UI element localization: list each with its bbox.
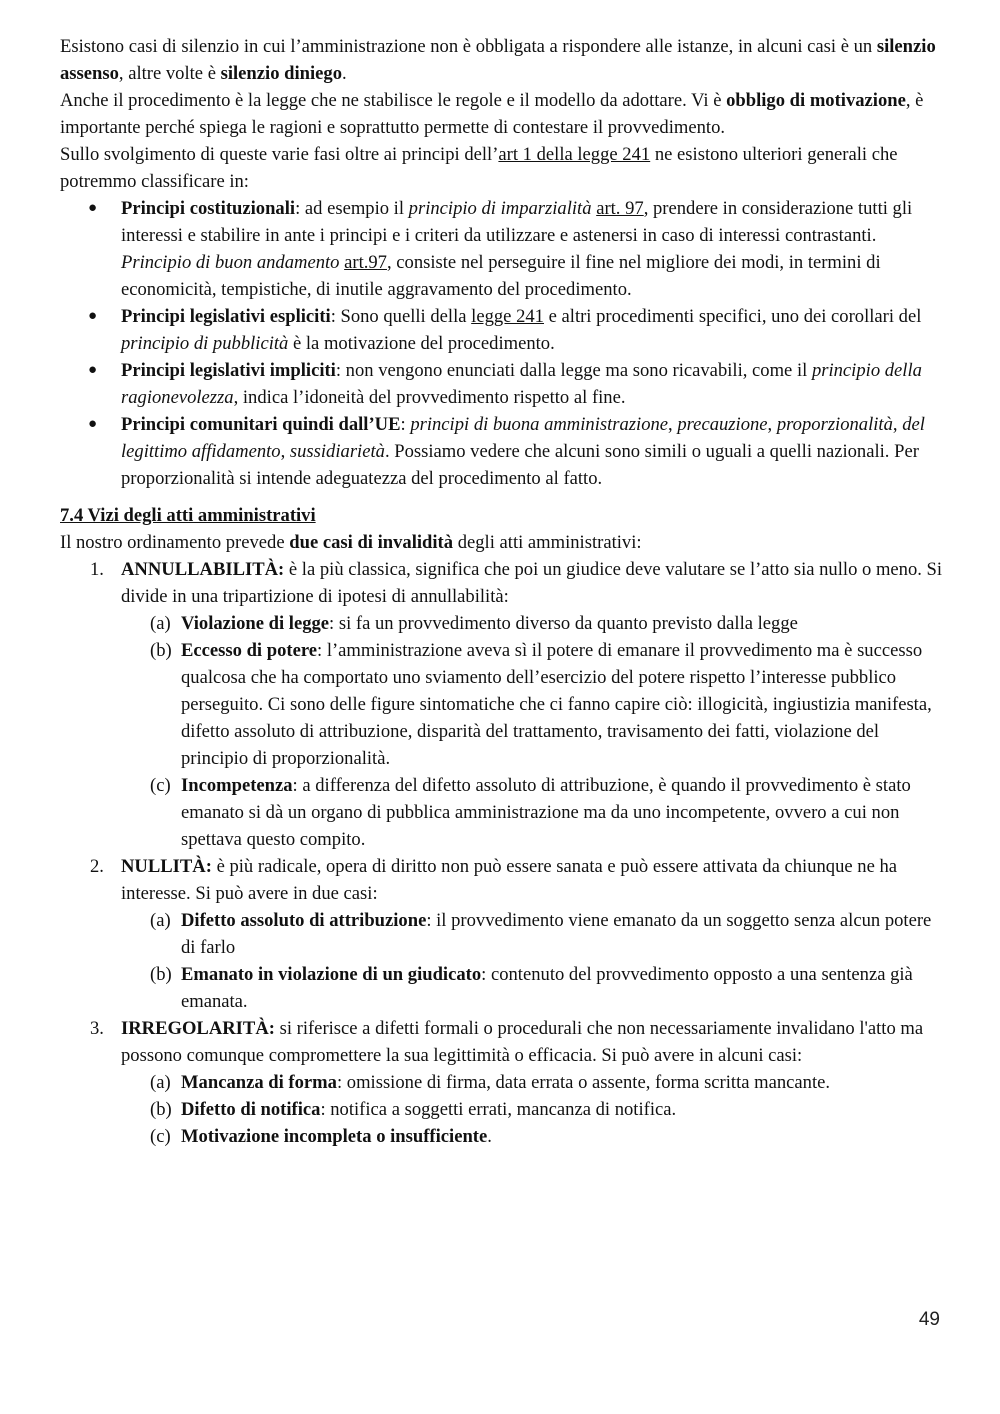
- sub-label: (c): [150, 775, 171, 796]
- text-run: Sullo svolgimento di queste varie fasi oltre ai principi dell’: [60, 144, 499, 165]
- sub-item: [121, 637, 945, 772]
- intro-paragraph-silenzio: [60, 33, 945, 87]
- text-run: , prendere in considerazione tutti gli interessi e stabilire in ante i principi e i criteri da utilizzare e astenersi in caso di interessi contrastanti.: [121, 198, 913, 246]
- italic-term: principio di pubblicità: [121, 333, 289, 354]
- text-run: : ad esempio il: [295, 198, 409, 219]
- italic-term: principio della ragionevolezza: [121, 360, 922, 408]
- text-run: è la motivazione del procedimento.: [288, 333, 555, 354]
- italic-term: proporzionalità: [776, 414, 893, 435]
- text-run: e altri procedimenti specifici, uno dei corollari del: [543, 306, 922, 327]
- sub-label: (b): [150, 640, 172, 661]
- bold-term: Principi comunitari quindi dall’UE: [121, 414, 401, 435]
- italic-term: principio di imparzialità: [408, 198, 592, 219]
- text-run: : a differenza del difetto assoluto di attribuzione, è quando il provvedimento è stato emanato si dà un organo di pubblica amministrazione ma da uno incompetente, ovvero a cui non spettava questo compito.: [181, 775, 911, 850]
- sub-label: (a): [150, 613, 171, 634]
- italic-term: principi di buona amministrazione: [410, 414, 669, 435]
- text-run: ,: [892, 414, 903, 435]
- text-run: .: [487, 1126, 492, 1147]
- bold-term: Incompetenza: [181, 775, 293, 796]
- bold-term: Mancanza di forma: [181, 1072, 337, 1093]
- text-run: . Possiamo vedere che alcuni sono simili o uguali a quelli nazionali. Per proporzionalità si intende adeguatezza del procedimento al fatto.: [121, 441, 919, 489]
- list-number: 1.: [90, 559, 104, 580]
- bullet-icon: ●: [88, 200, 98, 216]
- bold-term: Principi costituzionali: [121, 198, 296, 219]
- list-item-annullabilita: [60, 556, 945, 853]
- page-number: 49: [918, 1309, 940, 1330]
- sub-list: [121, 610, 945, 853]
- intro-paragraph-principi: [60, 141, 945, 195]
- bold-term: ANNULLABILITÀ:: [121, 559, 285, 580]
- bold-term: Eccesso di potere: [181, 640, 317, 661]
- sub-item: [121, 1096, 945, 1123]
- list-number: 2.: [90, 856, 104, 877]
- text-run: :: [400, 414, 411, 435]
- text-run: : si fa un provvedimento diverso da quanto previsto dalla legge: [329, 613, 798, 634]
- list-item-principi-comunitari: [60, 411, 945, 492]
- italic-term: sussidiarietà: [289, 441, 385, 462]
- sub-item: [121, 907, 945, 961]
- bold-term: NULLITÀ:: [121, 856, 212, 877]
- bullet-icon: ●: [88, 362, 98, 378]
- list-item-principi-legislativi-impliciti: [60, 357, 945, 411]
- link-art-1-legge-241[interactable]: art 1 della legge 241: [498, 144, 651, 165]
- italic-term: precauzione: [677, 414, 768, 435]
- sub-label: (b): [150, 1099, 172, 1120]
- text-run: : l’amministrazione aveva sì il potere di emanare il provvedimento ma è successo qualcosa che ha comportato uno sviamento dell’esercizio del potere rispetto l’interesse pubblico perseguito. Ci sono delle figure sintomatiche che ci fanno capire ciò: illogicità, ingiustizia manifesta, difetto assoluto di attribuzione, disparità del trattamento, travisamento dei fatti, violazione del principio di proporzionalità.: [181, 640, 932, 769]
- text-run: Esistono casi di silenzio in cui l’amministrazione non è obbligata a rispondere alle istanze, in alcuni casi è un: [60, 36, 877, 57]
- link-art-97[interactable]: art.97: [344, 252, 387, 273]
- text-run: è più radicale, opera di diritto non può essere sanata e può essere attivata da chiunque ne ha interesse. Si può avere in due casi:: [121, 856, 898, 904]
- text-run: : Sono quelli della: [330, 306, 472, 327]
- text-run: ,: [280, 441, 290, 462]
- sub-label: (a): [150, 910, 171, 931]
- sub-list: [121, 907, 945, 1015]
- bold-term: Motivazione incompleta o insufficiente: [181, 1126, 488, 1147]
- link-art-97[interactable]: art. 97: [596, 198, 644, 219]
- text-run: si riferisce a difetti formali o procedurali che non necessariamente invalidano l'atto ma possono comunque compromettere la sua legittimità o efficacia. Si può avere in alcuni casi:: [121, 1018, 924, 1066]
- sub-item: [121, 1069, 945, 1096]
- text-run: Anche il procedimento è la legge che ne stabilisce le regole e il modello da adottare. Vi è: [60, 90, 727, 111]
- link-legge-241[interactable]: legge 241: [471, 306, 544, 327]
- bold-term: Emanato in violazione di un giudicato: [181, 964, 482, 985]
- text-run: degli atti amministrativi:: [453, 532, 642, 553]
- text-run: , è importante perché spiega le ragioni e soprattutto permette di contestare il provvedimento.: [60, 90, 924, 138]
- bold-term: Principi legislativi espliciti: [121, 306, 331, 327]
- text-run: Il nostro ordinamento prevede: [60, 532, 290, 553]
- list-item-principi-costituzionali: [60, 195, 945, 303]
- sub-label: (b): [150, 964, 172, 985]
- bold-term: IRREGOLARITÀ:: [121, 1018, 275, 1039]
- sub-label: (c): [150, 1126, 171, 1147]
- bold-term: due casi di invalidità: [289, 532, 454, 553]
- sub-item: [121, 610, 945, 637]
- principles-list: [60, 195, 945, 492]
- bold-term: Difetto di notifica: [181, 1099, 321, 1120]
- text-run: : contenuto del provvedimento opposto a una sentenza già emanata.: [181, 964, 913, 1012]
- text-run: ,: [668, 414, 678, 435]
- text-run: : non vengono enunciati dalla legge ma sono ricavabili, come il: [335, 360, 812, 381]
- list-number: 3.: [90, 1018, 104, 1039]
- intro-paragraph-motivazione: [60, 87, 945, 141]
- section-heading: 7.4 Vizi degli atti amministrativi: [60, 505, 316, 526]
- section-intro: [60, 529, 945, 556]
- sub-item: [121, 961, 945, 1015]
- bold-term: silenzio assenso: [60, 36, 936, 84]
- page-content: [60, 33, 945, 1150]
- text-run: , consiste nel perseguire il fine nel migliore dei modi, in termini di economicità, tempistiche, di inutile aggravamento del procedimento.: [121, 252, 881, 300]
- sub-item: [121, 772, 945, 853]
- bold-term: Violazione di legge: [181, 613, 330, 634]
- text-run: : il provvedimento viene emanato da un soggetto senza alcun potere di farlo: [181, 910, 932, 958]
- text-run: , indica l’idoneità del provvedimento rispetto al fine.: [233, 387, 626, 408]
- text-run: : omissione di firma, data errata o assente, forma scritta mancante.: [336, 1072, 831, 1093]
- text-run: : notifica a soggetti errati, mancanza di notifica.: [320, 1099, 677, 1120]
- sub-list: [121, 1069, 945, 1150]
- list-item-principi-legislativi-espliciti: [60, 303, 945, 357]
- list-item-irregolarita: [60, 1015, 945, 1150]
- bold-term: Principi legislativi impliciti: [121, 360, 336, 381]
- text-run: , altre volte è: [118, 63, 221, 84]
- sub-item: [121, 1123, 945, 1150]
- italic-term: Principio di buon andamento: [121, 252, 340, 273]
- text-run: .: [342, 63, 347, 84]
- list-item-nullita: [60, 853, 945, 1015]
- sub-label: (a): [150, 1072, 171, 1093]
- invalidity-list: [60, 556, 945, 1150]
- bold-term: silenzio diniego: [220, 63, 342, 84]
- bold-term: Difetto assoluto di attribuzione: [181, 910, 427, 931]
- bold-term: obbligo di motivazione: [726, 90, 906, 111]
- bullet-icon: ●: [88, 308, 98, 324]
- text-run: è la più classica, significa che poi un giudice deve valutare se l’atto sia nullo o meno. Si divide in una tripartizione di ipotesi di annullabilità:: [121, 559, 943, 607]
- text-run: ne esistono ulteriori generali che potremmo classificare in:: [60, 144, 898, 192]
- bullet-icon: ●: [88, 416, 98, 432]
- text-run: ,: [767, 414, 777, 435]
- italic-term: del legittimo affidamento: [121, 414, 925, 462]
